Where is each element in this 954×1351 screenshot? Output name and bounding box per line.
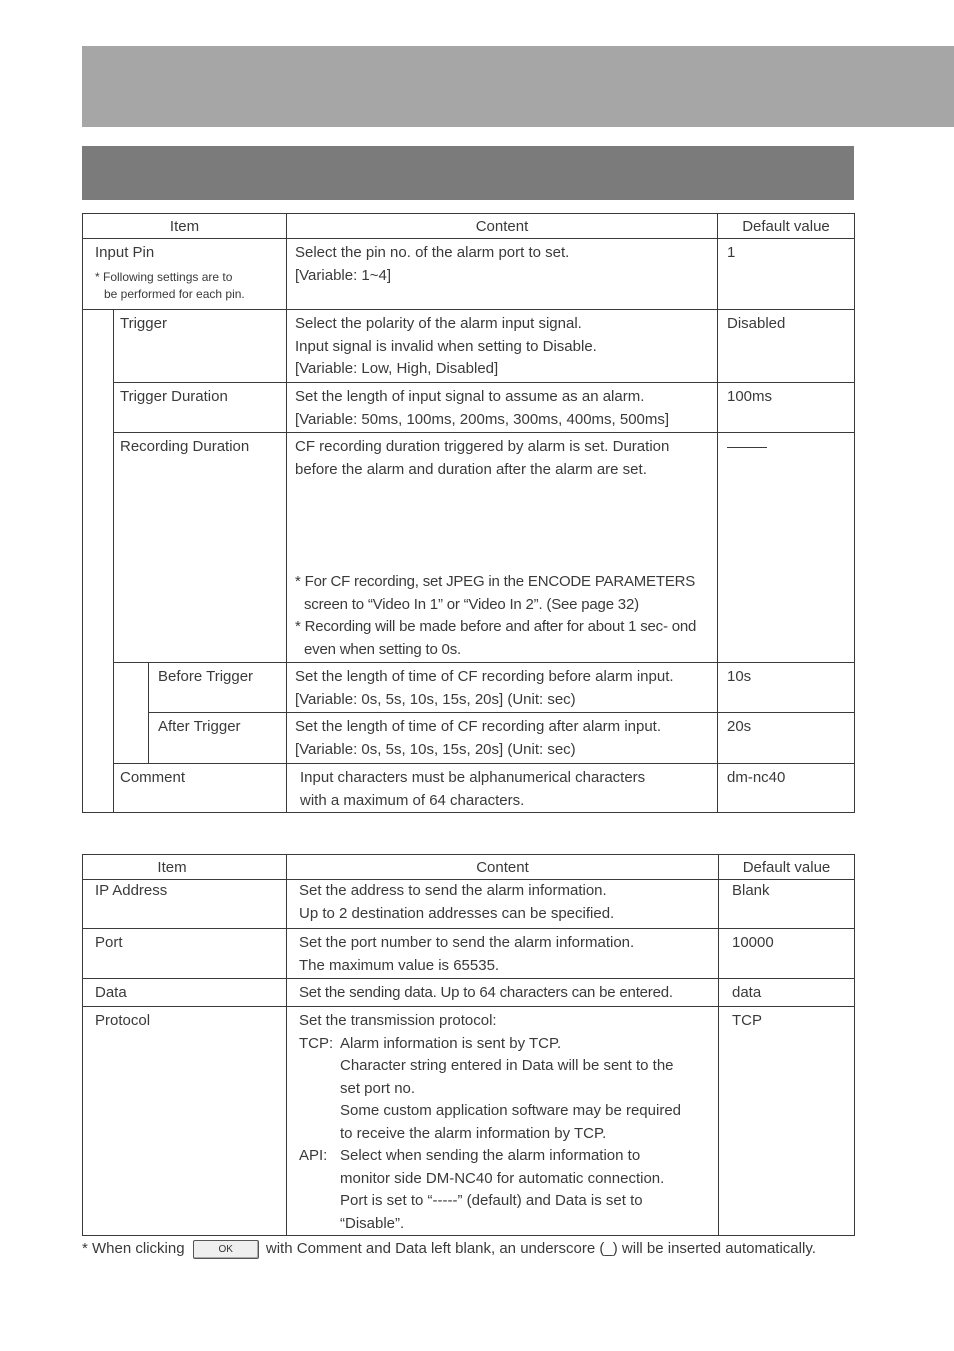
content-line: Select when sending the alarm information to	[340, 1147, 641, 1164]
alarm-output-table	[82, 854, 855, 1236]
api-label: API:	[299, 1147, 328, 1164]
header-content: Content	[287, 855, 719, 880]
item-cell: IP Address	[83, 880, 287, 929]
content-cell	[287, 433, 718, 663]
header-content: Content	[287, 214, 718, 239]
default-cell: 10s	[718, 663, 855, 713]
default-cell: 10000	[719, 929, 855, 979]
content-cell	[287, 310, 718, 383]
content-line: [Variable: 1~4]	[295, 266, 392, 284]
content-cell	[287, 663, 718, 713]
tcp-lines	[340, 1033, 681, 1146]
item-note: be performed for each pin.	[104, 286, 245, 301]
indent-cell	[83, 310, 114, 813]
default-cell	[718, 433, 855, 663]
dash-mark	[727, 447, 767, 448]
item-label: Input Pin	[95, 244, 155, 261]
section-bar	[82, 146, 854, 200]
default-cell: 1	[718, 239, 855, 310]
content-line: Input characters must be alphanumerical characters	[300, 769, 646, 786]
table-row	[83, 1007, 855, 1236]
default-cell: data	[719, 979, 855, 1007]
footnote-after: with Comment and Data left blank, an underscore (_) will be inserted automatically.	[265, 1240, 816, 1257]
item-cell: Trigger	[114, 310, 287, 383]
table-row	[83, 929, 855, 979]
content-line: [Variable: 50ms, 100ms, 200ms, 300ms, 400ms, 500ms]	[295, 410, 670, 428]
content-cell	[287, 929, 719, 979]
table-row	[83, 383, 855, 433]
default-cell: dm-nc40	[718, 764, 855, 813]
item-cell: Data	[83, 979, 287, 1007]
content-line: Set the transmission protocol:	[299, 1012, 497, 1029]
content-cell	[287, 383, 718, 433]
item-cell: Recording Duration	[114, 433, 287, 663]
content-line: Some custom application software may be required	[340, 1102, 682, 1119]
content-line: to receive the alarm information by TCP.	[340, 1124, 607, 1142]
content-line: CF recording duration triggered by alarm is set. Duration	[295, 438, 670, 455]
content-line: Set the port number to send the alarm information.	[299, 934, 635, 951]
header-item: Item	[83, 855, 287, 880]
content-line: [Variable: 0s, 5s, 10s, 15s, 20s] (Unit: sec)	[295, 740, 576, 758]
content-line: with a maximum of 64 characters.	[300, 791, 525, 809]
content-line: Character string entered in Data will be sent to the	[340, 1057, 674, 1074]
content-line: before the alarm and duration after the alarm are set.	[295, 460, 647, 478]
content-line: “Disable”.	[340, 1214, 405, 1232]
content-line: Up to 2 destination addresses can be specified.	[299, 904, 615, 922]
item-note: * Following settings are to	[95, 269, 233, 284]
content-line: Input signal is invalid when setting to Disable.	[295, 337, 597, 355]
default-cell: Blank	[719, 880, 855, 929]
table-row	[83, 713, 855, 764]
alarm-input-table	[82, 213, 855, 813]
content-note: * Recording will be made before and after for about 1 sec- ond even when setting to 0s.	[295, 618, 697, 658]
content-line: monitor side DM-NC40 for automatic connection.	[340, 1169, 665, 1187]
tcp-label: TCP:	[299, 1034, 334, 1052]
tcp-block	[299, 1033, 718, 1146]
content-note: * For CF recording, set JPEG in the ENCODE PARAMETERS screen to “Video In 1” or “Video In 2”. (See page 32)	[295, 573, 696, 613]
content-line: Set the length of time of CF recording after alarm input.	[295, 718, 662, 735]
item-cell: Comment	[114, 764, 287, 813]
table-row	[83, 663, 855, 713]
ok-button[interactable]: OK	[193, 1240, 259, 1259]
item-cell: After Trigger	[149, 713, 287, 764]
default-cell: 20s	[718, 713, 855, 764]
content-line: The maximum value is 65535.	[299, 956, 500, 974]
content-line: Select the pin no. of the alarm port to set.	[295, 244, 570, 261]
header-default: Default value	[719, 855, 855, 880]
content-line: [Variable: 0s, 5s, 10s, 15s, 20s] (Unit: sec)	[295, 690, 576, 708]
table-row	[83, 979, 855, 1007]
indent-cell	[114, 663, 149, 764]
item-cell: Before Trigger	[149, 663, 287, 713]
api-block	[299, 1145, 718, 1235]
table-row	[83, 310, 855, 383]
header-default: Default value	[718, 214, 855, 239]
content-line: Select the polarity of the alarm input signal.	[295, 315, 582, 332]
item-cell: Port	[83, 929, 287, 979]
header-bar	[82, 46, 954, 127]
item-cell: Protocol	[83, 1007, 287, 1236]
content-cell	[287, 1007, 719, 1236]
default-cell: Disabled	[718, 310, 855, 383]
content-cell	[287, 239, 718, 310]
content-line: Set the length of time of CF recording before alarm input.	[295, 668, 674, 685]
content-line: set port no.	[340, 1079, 416, 1097]
table-row	[83, 239, 855, 310]
table-row	[83, 433, 855, 663]
footnote	[82, 1238, 954, 1261]
content-line: Set the address to send the alarm information.	[299, 882, 607, 899]
table-header-row	[83, 855, 855, 880]
api-lines	[340, 1145, 664, 1235]
content-cell	[287, 713, 718, 764]
table-row	[83, 880, 855, 929]
content-cell	[287, 880, 719, 929]
footnote-before: * When clicking	[82, 1240, 185, 1257]
default-cell: 100ms	[718, 383, 855, 433]
table-row	[83, 764, 855, 813]
content-line: Port is set to “-----” (default) and Data is set to	[340, 1192, 643, 1209]
item-cell	[83, 239, 287, 310]
content-cell	[287, 764, 718, 813]
content-line: Set the length of input signal to assume as an alarm.	[295, 388, 645, 405]
content-line: Alarm information is sent by TCP.	[340, 1034, 562, 1052]
table-header-row	[83, 214, 855, 239]
default-cell: TCP	[719, 1007, 855, 1236]
content-line: [Variable: Low, High, Disabled]	[295, 360, 499, 377]
item-cell: Trigger Duration	[114, 383, 287, 433]
content-cell: Set the sending data. Up to 64 characters can be entered.	[287, 979, 719, 1007]
header-item: Item	[83, 214, 287, 239]
